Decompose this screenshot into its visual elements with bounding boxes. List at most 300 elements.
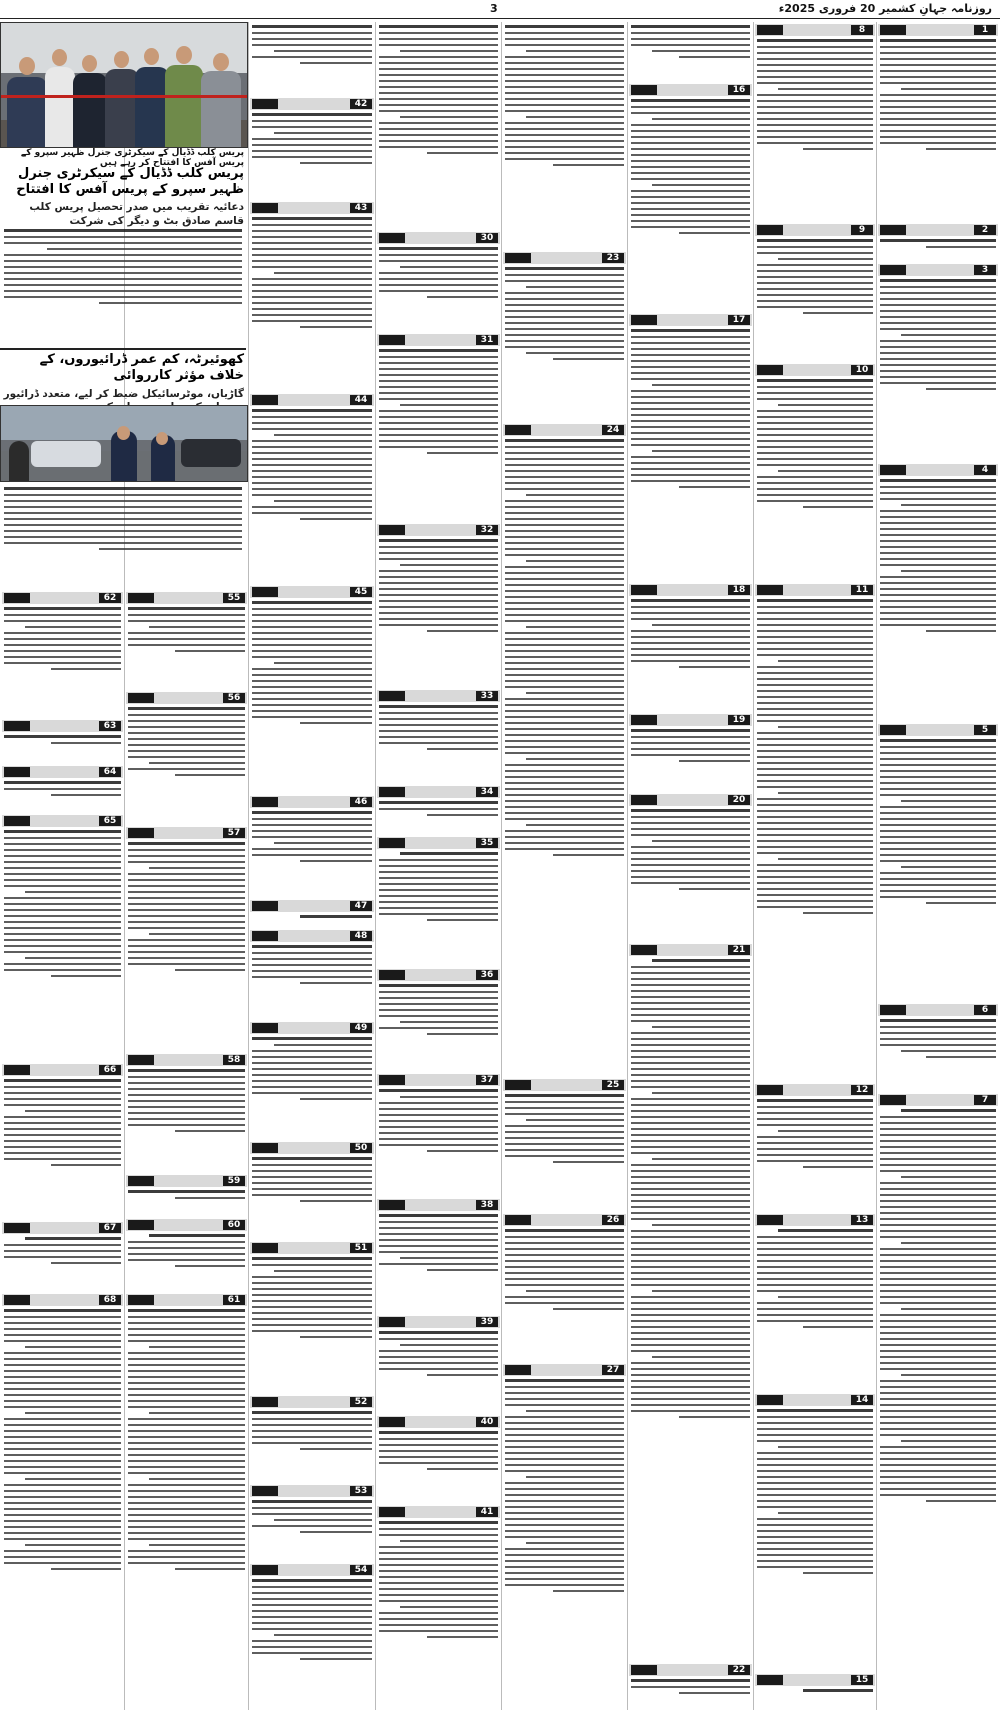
text-lines [377,1214,500,1271]
section-bar [2,1064,123,1076]
traffic-story-text [2,484,244,588]
section-bar [377,1199,500,1211]
section-41 [377,1506,500,1709]
section-21 [629,944,752,1661]
text-lines [126,1190,247,1199]
section-number: 10 [851,365,873,375]
section-56 [126,692,247,824]
section-bar [2,1222,123,1234]
column-1 [878,22,998,1710]
section-12 [755,1084,875,1211]
section-67 [2,1222,123,1291]
section-tag [757,585,783,595]
text-lines [878,739,998,904]
ribbon-cutting-photo [0,22,248,148]
section-bar [629,84,752,96]
section-bar [2,815,123,827]
masthead [0,0,1000,19]
section-bar [629,1664,752,1676]
section-number: 47 [350,901,372,911]
section-bar [503,1214,626,1226]
section-tag [379,233,405,243]
section-tag [4,1295,30,1305]
section-tag [880,265,906,275]
section-53 [250,1485,374,1561]
section-20 [629,794,752,941]
section-tag [252,797,278,807]
section-number: 68 [99,1295,121,1305]
section-54 [250,1564,374,1709]
section-number: 27 [602,1365,624,1375]
section-tag [631,315,657,325]
section-bar [755,24,875,36]
section-bar [878,264,998,276]
section-number: 67 [99,1223,121,1233]
text-lines [126,707,247,776]
section-number: 53 [350,1486,372,1496]
section-bar [377,1316,500,1328]
section-55 [126,592,247,689]
section-tag [757,225,783,235]
text-lines [250,1037,374,1100]
section-tag [379,838,405,848]
text-lines [755,1229,875,1328]
section-number: 55 [223,593,245,603]
section-number: 43 [350,203,372,213]
section-tag [379,1200,405,1210]
section-11 [755,584,875,1081]
section-42 [250,98,374,199]
section-tag [505,1365,531,1375]
section-tag [757,1395,783,1405]
section-5 [878,724,998,1001]
section-bar [629,314,752,326]
text-lines [377,1089,500,1152]
section-number: 44 [350,395,372,405]
section-bar [503,424,626,436]
text-lines [126,1069,247,1132]
section-tag [505,1215,531,1225]
text-lines [2,1079,123,1166]
section-bar [250,1142,374,1154]
text-lines [250,1157,374,1202]
text-lines [755,239,875,314]
text-lines [2,229,244,304]
section-tag [4,721,30,731]
section-37 [377,1074,500,1196]
section-tag [252,1143,278,1153]
traffic-police-photo [0,405,248,482]
press-club-headline: پریس کلب ڈڈیال کے سیکرٹری جنرل ظہیر سپرو کے پریس آفس کا افتتاح [16,166,244,197]
section-tag [252,1565,278,1575]
section-bar [629,714,752,726]
text-lines [377,705,500,750]
section-7 [878,1094,998,1709]
text-lines [878,1109,998,1502]
section-17 [629,314,752,581]
text-lines [2,487,244,550]
section-23 [503,252,626,421]
section-59 [126,1175,247,1216]
section-68 [2,1294,123,1709]
section-bar [250,1022,374,1034]
section-bar [878,224,998,236]
text-lines [377,1431,500,1470]
section-bar [2,592,123,604]
text-lines [629,729,752,762]
section-number: 35 [476,838,498,848]
section-tag [128,1295,154,1305]
section-13 [755,1214,875,1391]
section-number: 57 [223,828,245,838]
section-bar [878,1094,998,1106]
text-lines [250,25,374,64]
section-tag [252,1023,278,1033]
text-lines [126,842,247,971]
section-tag [4,593,30,603]
section-tag [880,1095,906,1105]
section-number: 34 [476,787,498,797]
text-lines [250,1500,374,1533]
section-number: 12 [851,1085,873,1095]
text-lines [629,329,752,488]
text-lines [250,945,374,984]
text-lines [250,217,374,328]
section-number: 54 [350,1565,372,1575]
section-tag [631,715,657,725]
section-tag [128,1176,154,1186]
text-lines [2,781,123,796]
section-bar [755,1084,875,1096]
section-tag [379,1417,405,1427]
section-number: 46 [350,797,372,807]
section-number: 32 [476,525,498,535]
section-bar [503,1364,626,1376]
section-tag [379,1075,405,1085]
section-32 [377,524,500,687]
section-14 [755,1394,875,1671]
section-33 [377,690,500,783]
text-lines [503,1379,626,1592]
section-tag [252,901,278,911]
text-lines [755,379,875,508]
text-lines [377,247,500,298]
section-number: 2 [974,225,996,235]
section-tag [631,1665,657,1675]
section-57 [126,827,247,1051]
section-number: 24 [602,425,624,435]
section-bar [250,930,374,942]
section-bar [755,224,875,236]
text-lines [250,1579,374,1660]
text-lines [755,1099,875,1168]
text-lines [503,267,626,360]
column-3 [629,22,752,1710]
text-lines [755,39,875,150]
section-tag [505,1080,531,1090]
section-50 [250,1142,374,1239]
section-tag [631,585,657,595]
text-lines [2,830,123,977]
section-tag [252,1397,278,1407]
text-lines [377,1331,500,1376]
section-bar [250,586,374,598]
section-tag [757,1085,783,1095]
section-30 [377,232,500,331]
section-number: 5 [974,725,996,735]
section-bar [503,252,626,264]
section-bar [126,1175,247,1187]
section-26 [503,1214,626,1361]
section-24 [503,424,626,1076]
text-lines [250,113,374,164]
section-number: 11 [851,585,873,595]
section-number: 25 [602,1080,624,1090]
section-9 [755,224,875,361]
section-number: 49 [350,1023,372,1033]
section-tag [4,1065,30,1075]
text-lines [2,1237,123,1264]
section-bar [377,969,500,981]
section-22 [629,1664,752,1709]
section-tag [379,787,405,797]
section-51 [250,1242,374,1393]
section-number: 40 [476,1417,498,1427]
section-tag [252,587,278,597]
section-47 [250,900,374,927]
column-6 [250,22,374,1710]
section-bar [126,1294,247,1306]
section-62 [2,592,123,717]
section-tag [379,1507,405,1517]
text-lines [250,915,374,918]
section-4 [878,464,998,721]
text-lines [126,1234,247,1267]
text-lines [629,809,752,890]
section-tag [505,425,531,435]
text-lines [250,409,374,520]
section-tag [4,1223,30,1233]
section-tag [880,725,906,735]
section-49 [250,1022,374,1139]
page-number: 3 [490,2,498,15]
section-number: 66 [99,1065,121,1075]
section-bar [878,1004,998,1016]
section-bar [2,766,123,778]
section-bar [2,1294,123,1306]
section-tag [631,945,657,955]
text-lines [629,1679,752,1694]
section-63 [2,720,123,763]
text-lines [878,39,998,150]
section-25 [503,1079,626,1211]
masthead-date: روزنامہ جہانِ کشمیر 20 فروری 2025ء [778,2,992,15]
lead-text [629,25,752,81]
section-bar [126,827,247,839]
text-lines [377,349,500,454]
section-tag [505,253,531,263]
text-lines [377,852,500,921]
section-number: 9 [851,225,873,235]
section-bar [755,364,875,376]
traffic-subheadline: گاڑیاں، موٹرسائیکل ضبط کر لیے، متعدد ڈرائیور [3,388,244,400]
text-lines [250,601,374,724]
section-number: 52 [350,1397,372,1407]
section-60 [126,1219,247,1291]
text-lines [2,607,123,670]
text-lines [629,25,752,58]
section-18 [629,584,752,711]
section-tag [757,1675,783,1685]
section-15 [755,1674,875,1709]
section-tag [128,693,154,703]
section-tag [379,335,405,345]
column-5 [377,22,500,1710]
section-tag [252,1243,278,1253]
section-tag [4,816,30,826]
lead-text [250,25,374,95]
section-bar [250,394,374,406]
section-number: 14 [851,1395,873,1405]
section-number: 3 [974,265,996,275]
section-bar [126,592,247,604]
section-number: 21 [728,945,750,955]
section-65 [2,815,123,1061]
section-58 [126,1054,247,1172]
section-bar [377,334,500,346]
section-number: 20 [728,795,750,805]
section-38 [377,1199,500,1313]
section-tag [128,593,154,603]
section-number: 48 [350,931,372,941]
section-bar [250,1396,374,1408]
section-number: 45 [350,587,372,597]
column-7 [126,590,247,1710]
section-tag [128,1220,154,1230]
text-lines [377,984,500,1035]
section-number: 22 [728,1665,750,1675]
section-number: 65 [99,816,121,826]
section-tag [128,828,154,838]
section-2 [878,224,998,261]
text-lines [878,279,998,390]
section-bar [629,584,752,596]
text-lines [377,1521,500,1638]
text-lines [503,25,626,166]
text-lines [503,1094,626,1163]
section-31 [377,334,500,521]
section-number: 18 [728,585,750,595]
section-bar [126,1219,247,1231]
section-bar [377,1506,500,1518]
text-lines [755,1689,875,1692]
section-number: 59 [223,1176,245,1186]
section-number: 19 [728,715,750,725]
text-lines [755,1409,875,1574]
section-43 [250,202,374,391]
section-bar [250,1242,374,1254]
text-lines [250,1411,374,1450]
text-lines [878,1019,998,1058]
section-8 [755,24,875,221]
section-6 [878,1004,998,1091]
text-lines [126,607,247,652]
section-36 [377,969,500,1071]
section-number: 26 [602,1215,624,1225]
text-lines [250,811,374,862]
section-61 [126,1294,247,1709]
section-number: 1 [974,25,996,35]
section-1 [878,24,998,221]
section-bar [878,464,998,476]
lead-text [377,25,500,229]
section-bar [250,796,374,808]
section-tag [252,203,278,213]
section-bar [878,724,998,736]
section-tag [252,99,278,109]
section-tag [4,767,30,777]
section-number: 64 [99,767,121,777]
section-bar [377,1416,500,1428]
section-bar [755,584,875,596]
section-number: 23 [602,253,624,263]
text-lines [755,599,875,914]
section-bar [250,1564,374,1576]
section-45 [250,586,374,793]
section-bar [2,720,123,732]
section-number: 7 [974,1095,996,1105]
section-number: 37 [476,1075,498,1085]
section-3 [878,264,998,461]
press-club-subheadline: دعائیہ تقریب میں صدر تحصیل پریس کلب قاسم صادق بٹ و دیگر کی شرکت [29,201,244,227]
section-number: 56 [223,693,245,703]
section-number: 39 [476,1317,498,1327]
traffic-headline: کھوئیرٹہ، کم عمر ڈرائیوروں، کے خلاف مؤثر کارروائی [39,352,244,383]
section-bar [629,944,752,956]
section-52 [250,1396,374,1482]
section-bar [377,232,500,244]
section-number: 4 [974,465,996,475]
section-39 [377,1316,500,1413]
section-number: 60 [223,1220,245,1230]
text-lines [503,439,626,856]
section-64 [2,766,123,812]
text-lines [878,479,998,632]
section-number: 36 [476,970,498,980]
section-bar [878,24,998,36]
section-bar [126,1054,247,1066]
section-bar [755,1674,875,1686]
section-number: 62 [99,593,121,603]
section-number: 41 [476,1507,498,1517]
section-bar [503,1079,626,1091]
section-tag [252,395,278,405]
column-4 [503,22,626,1710]
column-2 [755,22,875,1710]
section-10 [755,364,875,581]
text-lines [629,599,752,668]
section-tag [757,25,783,35]
section-tag [880,1005,906,1015]
text-lines [377,539,500,632]
section-tag [880,465,906,475]
section-tag [379,525,405,535]
section-bar [250,98,374,110]
section-number: 8 [851,25,873,35]
section-tag [757,1215,783,1225]
section-number: 63 [99,721,121,731]
section-44 [250,394,374,583]
